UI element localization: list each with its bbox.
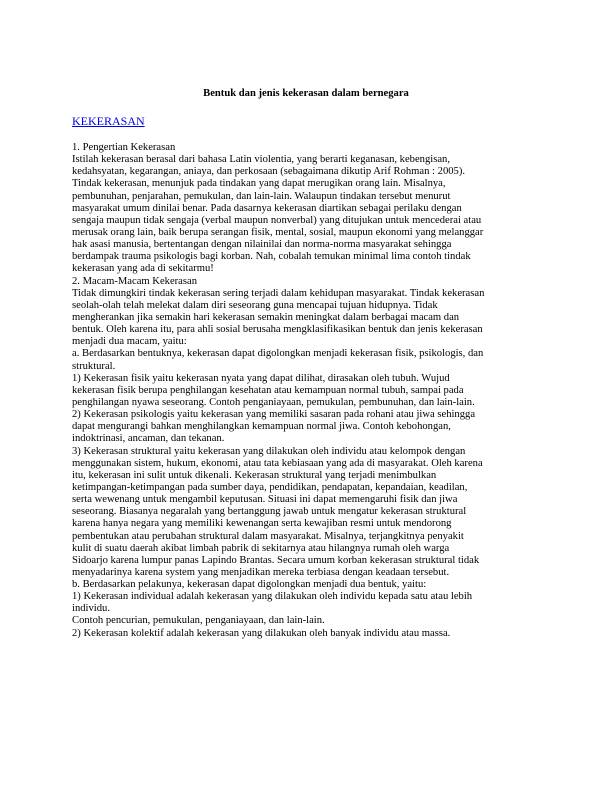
body-line: 1) Kekerasan individual adalah kekerasan yang dilakukan oleh individu kepada satu atau lebih	[72, 591, 473, 603]
body-line: pembentukan atau perubahan struktural dalam masyarakat. Misalnya, terjangkitnya penyakit	[72, 530, 464, 542]
body-line: karena hanya negara yang memiliki kewenangan serta kewajiban resmi untuk mendorong	[72, 518, 452, 530]
body-line: merusak orang lain, baik berupa serangan fisik, mental, sosial, maupun ekonomi yang melanggar	[72, 226, 484, 238]
body-line: berdampak trauma psikologis bagi korban. Nah, cobalah temukan minimal lima contoh tindak	[72, 251, 471, 263]
body-line: Istilah kekerasan berasal dari bahasa Latin violentia, yang berarti keganasan, kebengisan,	[72, 154, 450, 166]
body-line: menyadarinya karena system yang menjadikan mereka terbiasa dengan keadaan tersebut.	[72, 566, 450, 578]
body-line: 1. Pengertian Kekerasan	[72, 142, 176, 153]
body-line: masyarakat umum dinilai benar. Pada dasarnya kekerasan diartikan sebagai perilaku dengan	[72, 202, 462, 214]
body-line: 3) Kekerasan struktural yaitu kekerasan yang dilakukan oleh individu atau kelompok dengan	[72, 445, 466, 457]
body-line: 2) Kekerasan psikologis yaitu kekerasan yang memiliki sasaran pada rohani atau jiwa sehingga	[72, 409, 476, 421]
body-line: indoktrinasi, ancaman, dan tekanan.	[72, 433, 225, 445]
body-line: b. Berdasarkan pelakunya, kekerasan dapat digolongkan menjadi dua bentuk, yaitu:	[72, 579, 427, 591]
body-line: 1) Kekerasan fisik yaitu kekerasan nyata yang dapat dilihat, dirasakan oleh tubuh. Wujud	[72, 372, 450, 384]
body-line: pembunuhan, penjarahan, pemukulan, dan lain-lain. Walaupun tindakan tersebut menurut	[72, 190, 451, 202]
body-line: menjadi dua macam, yaitu:	[72, 336, 187, 348]
body-line: bentuk. Oleh karena itu, para ahli sosial berusaha mengklasifikasikan bentuk dan jenis kekerasan	[72, 324, 483, 336]
body-line: Sidoarjo karena lumpur panas Lapindo Brantas. Secara umum korban kekerasan struktural tidak	[72, 554, 480, 566]
body-line: individu.	[72, 603, 110, 615]
kekerasan-link[interactable]: KEKERASAN	[72, 114, 145, 128]
body-line: sengaja maupun tidak sengaja (verbal maupun nonverbal) yang ditujukan untuk mencederai atau	[72, 214, 482, 226]
body-line: ketimpangan-ketimpangan pada sumber daya, pendidikan, pendapatan, kepandaian, keadilan,	[72, 481, 468, 493]
body-line: mengherankan jika semakin hari kekerasan semakin meningkat dalam berbagai macam dan	[72, 311, 460, 323]
body-line: 2) Kekerasan kolektif adalah kekerasan yang dilakukan oleh banyak individu atau massa.	[72, 627, 451, 639]
body-line: penghilangan nyawa seseorang. Contoh penganiayaan, pemukulan, pembunuhan, dan lain-lain.	[72, 396, 475, 408]
document-title: Bentuk dan jenis kekerasan dalam bernegara	[203, 88, 409, 99]
body-line: seolah-olah telah melekat dalam diri seseorang guna mencapai tujuan hidupnya. Tidak	[72, 299, 438, 311]
body-line: 2. Macam-Macam Kekerasan	[72, 275, 198, 287]
body-line: hak asasi manusia, bertentangan dengan nilainilai dan norma-norma masyarakat sehingga	[72, 239, 452, 251]
body-line: struktural.	[72, 360, 116, 372]
body-line: serta wewenang untuk mengambil keputusan. Situasi ini dapat memengaruhi fisik dan jiwa	[72, 494, 458, 506]
body-line: kulit di suatu daerah akibat limbah pabrik di sekitarnya atau hilangnya rumah oleh warga	[72, 542, 450, 554]
body-line: a. Berdasarkan bentuknya, kekerasan dapat digolongkan menjadi kekerasan fisik, psikologis, dan	[72, 348, 484, 360]
body-line: Tidak dimungkiri tindak kekerasan sering terjadi dalam kehidupan masyarakat. Tindak kekerasan	[72, 287, 485, 299]
body-line: itu, kekerasan ini sulit untuk dikenali. Kekerasan struktural yang terjadi menimbulkan	[72, 469, 437, 481]
body-line: dapat mengurangi bahkan menghilangkan kemampuan normal jiwa. Contoh kebohongan,	[72, 421, 451, 433]
body-line: kekerasan yang ada di sekitarmu!	[72, 263, 214, 275]
body-line: menggunakan sistem, hukum, ekonomi, atau tata kebiasaan yang ada di masyarakat. Oleh karena	[72, 457, 483, 469]
body-line: Tindak kekerasan, menunjuk pada tindakan yang dapat merugikan orang lain. Misalnya,	[72, 178, 446, 190]
document-body	[72, 142, 542, 640]
body-line: Contoh pencurian, pemukulan, penganiayaan, dan lain-lain.	[72, 615, 325, 627]
body-line: seseorang. Biasanya negaralah yang bertanggung jawab untuk mengatur kekerasan struktural	[72, 506, 467, 518]
body-line: kedahsyatan, kegarangan, aniaya, dan perkosaan (sebagaimana dikutip Arif Rohman : 2005).	[72, 166, 466, 178]
body-line: kekerasan fisik berupa penghilangan kesehatan atau kemampuan normal tubuh, sampai pada	[72, 384, 464, 396]
